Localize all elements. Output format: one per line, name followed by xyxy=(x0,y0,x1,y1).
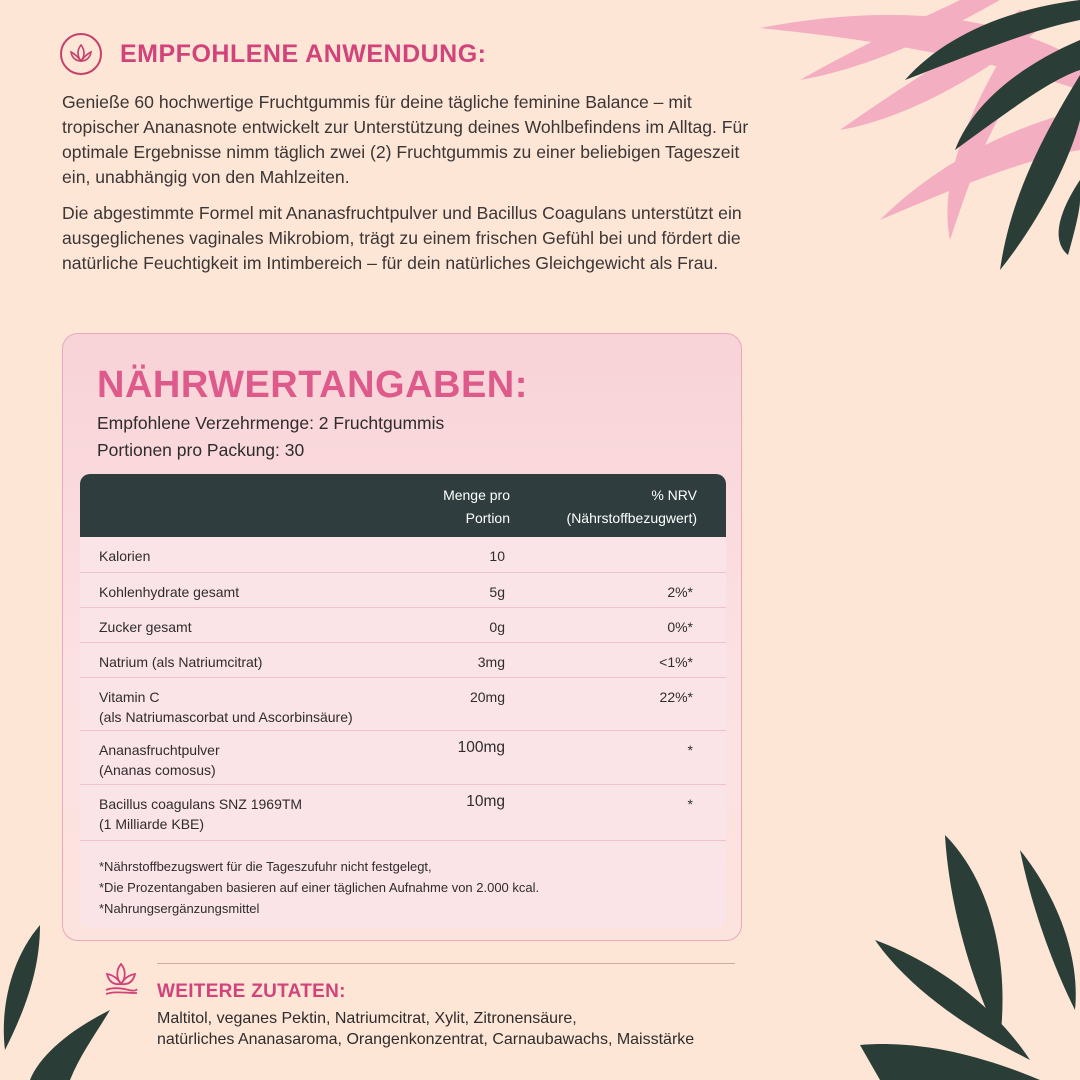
ingredients-line: Maltitol, veganes Pektin, Natriumcitrat, Xylit, Zitronensäure, xyxy=(157,1010,577,1027)
footnotes xyxy=(99,856,539,919)
row-name-block xyxy=(99,740,220,780)
serving-size: Empfohlene Verzehrmenge: 2 Fruchtgummis xyxy=(97,413,445,433)
column-header-amount xyxy=(443,484,510,530)
usage-paragraph-1: Genieße 60 hochwertige Fruchtgummis für deine tägliche feminine Balance – mit tropischer Ananasnote entwickelt zur Unterstützung deines Wohlbefindens im Alltag. Für optimale Ergebnisse nimm täglich zwei (2) Fruchtgummis zu einer beliebigen Tageszeit ein, unabhängig von den Mahlzeiten. xyxy=(62,92,749,187)
row-name: Kalorien xyxy=(99,548,151,564)
dark-leaf-bottom-left xyxy=(4,925,110,1080)
row-amount: 10mg xyxy=(466,793,505,810)
column-header-amount-line1: Menge pro xyxy=(443,487,510,503)
row-name: Vitamin C xyxy=(99,689,160,705)
row-name-block xyxy=(99,687,353,727)
footnote: *Nährstoffbezugswert für die Tageszufuhr nicht festgelegt, xyxy=(99,859,432,874)
section-divider xyxy=(157,963,735,964)
row-amount: 10 xyxy=(489,548,505,564)
footnote: *Nahrungsergänzungsmittel xyxy=(99,901,260,916)
nutrition-title: NÄHRWERTANGABEN: xyxy=(97,364,528,406)
table-row xyxy=(80,643,726,678)
row-amount: 5g xyxy=(489,584,505,600)
row-subname: (als Natriumascorbat und Ascorbinsäure) xyxy=(99,709,353,725)
row-name: Kohlenhydrate gesamt xyxy=(99,584,240,600)
more-ingredients-title: WEITERE ZUTATEN: xyxy=(157,981,346,1002)
usage-paragraph-2: Die abgestimmte Formel mit Ananasfruchtpulver und Bacillus Coagulans unterstützt ein ausgeglichenes vaginales Mikrobiom, trägt zu einem frischen Gefühl bei und fördert die natürliche Feuchtigkeit im Intimbereich – für dein natürliches Gleichgewicht als Frau. xyxy=(62,203,742,273)
table-row xyxy=(80,731,726,785)
column-header-amount-line2: Portion xyxy=(465,510,510,526)
row-nrv: * xyxy=(687,742,693,758)
row-amount: 3mg xyxy=(477,654,505,670)
lotus-icon xyxy=(60,33,102,75)
row-nrv: * xyxy=(687,796,693,812)
servings-per-package: Portionen pro Packung: 30 xyxy=(97,440,305,460)
nutrition-table xyxy=(80,474,726,928)
column-header-nrv-line1: % NRV xyxy=(651,487,697,503)
row-name: Zucker gesamt xyxy=(99,619,192,635)
row-name: Bacillus coagulans SNZ 1969TM xyxy=(99,796,303,812)
usage-description xyxy=(62,90,762,276)
table-row xyxy=(80,608,726,643)
row-nrv: 22%* xyxy=(659,689,693,705)
row-amount: 0g xyxy=(489,619,505,635)
dark-leaf-bottom-right xyxy=(860,835,1076,1080)
table-row xyxy=(80,678,726,731)
column-header-nrv xyxy=(567,484,697,530)
footnote: *Die Prozentangaben basieren auf einer täglichen Aufnahme von 2.000 kcal. xyxy=(99,880,540,895)
table-row xyxy=(80,573,726,608)
row-name: Natrium (als Natriumcitrat) xyxy=(99,654,263,670)
table-row xyxy=(80,537,726,573)
nutrition-panel xyxy=(62,333,742,941)
row-nrv: 2%* xyxy=(667,584,693,600)
row-nrv: 0%* xyxy=(667,619,693,635)
table-row xyxy=(80,785,726,841)
usage-header xyxy=(60,33,487,75)
leaf-sprout-icon xyxy=(103,960,139,1003)
row-nrv: <1%* xyxy=(659,654,693,670)
usage-title: EMPFOHLENE ANWENDUNG: xyxy=(120,39,487,68)
pink-leaf-cluster xyxy=(760,0,1080,240)
table-header xyxy=(80,474,726,537)
row-subname: (Ananas comosus) xyxy=(99,762,216,778)
row-amount: 20mg xyxy=(469,689,505,705)
row-name: Ananasfruchtpulver xyxy=(99,742,220,758)
dark-leaf-top-right xyxy=(905,0,1080,270)
row-amount: 100mg xyxy=(457,739,505,756)
row-name-block xyxy=(99,794,302,834)
ingredients-line: natürliches Ananasaroma, Orangenkonzentrat, Carnaubawachs, Maisstärke xyxy=(157,1031,695,1048)
row-subname: (1 Milliarde KBE) xyxy=(99,816,205,832)
column-header-nrv-line2: (Nährstoffbezugwert) xyxy=(566,510,697,526)
more-ingredients-text xyxy=(157,1008,777,1050)
